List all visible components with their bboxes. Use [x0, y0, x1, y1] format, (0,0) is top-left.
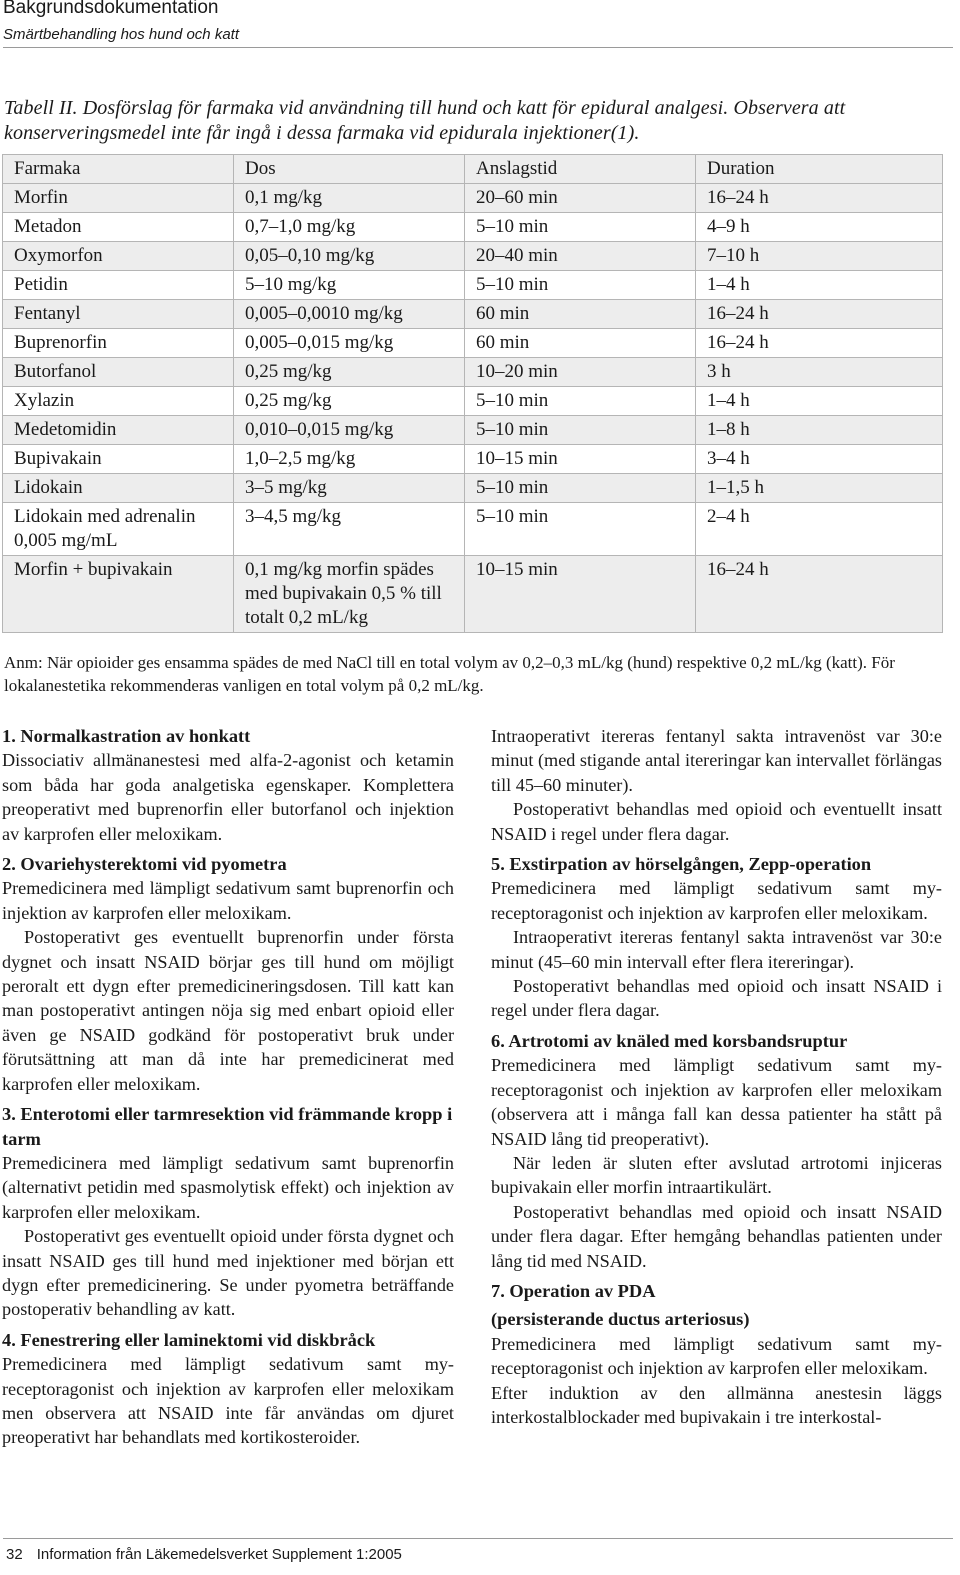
section-subheading: (persisterande ductus arteriosus) — [491, 1309, 750, 1330]
cell-dose: 0,25 mg/kg — [234, 387, 465, 416]
publication-name: Information från Läkemedelsverket Supplement 1:2005 — [36, 1546, 402, 1563]
section-heading: 5. Exstirpation av hörselgången, Zepp-operation — [491, 854, 872, 875]
cell-dose: 0,1 mg/kg morfin spädes med bupivakain 0,5 % till totalt 0,2 mL/kg — [234, 556, 465, 633]
paragraph: Postoperativt ges eventuellt opioid under första dygnet och insatt NSAID ges till hund med injektioner med början ett dygn efter premedicinering. Se under pyometra beträffande postoperativ behandling av katt. — [2, 1226, 454, 1320]
cell-duration: 16–24 h — [696, 184, 943, 213]
table-row — [3, 242, 943, 271]
cell-drug: Morfin + bupivakain — [3, 556, 234, 633]
cell-duration: 3 h — [696, 358, 943, 387]
cell-duration: 1–4 h — [696, 271, 943, 300]
table-row — [3, 300, 943, 329]
cell-dose: 0,1 mg/kg — [234, 184, 465, 213]
cell-onset: 5–10 min — [465, 416, 696, 445]
table-caption: Tabell II. Dosförslag för farmaka vid användning till hund och katt för epidural analgesi. Observera att konserveringsmedel inte får ingå i dessa farmaka vid epidurala injektioner(1). — [4, 97, 846, 144]
page-footer — [3, 1538, 953, 1575]
paragraph: Postoperativt behandlas med opioid och insatt NSAID under flera dagar. Efter hemgång behandlas patienten under lång tid med NSAID. — [491, 1201, 942, 1271]
paragraph: Dissociativ allmänanestesi med alfa-2-agonist och ketamin som båda har goda analgetiska egenskaper. Komplettera preoperativt med buprenorfin eller butorfanol och injektion av karprofen eller meloxikam. — [2, 750, 454, 844]
cell-drug: Bupivakain — [3, 445, 234, 474]
paragraph: Postoperativt behandlas med opioid och eventuellt insatt NSAID i regel under flera dagar. — [491, 799, 942, 844]
section-heading: 1. Normalkastration av honkatt — [2, 726, 251, 746]
cell-drug: Fentanyl — [3, 300, 234, 329]
dosage-table — [2, 154, 943, 633]
table-row — [3, 503, 943, 556]
cell-duration: 16–24 h — [696, 556, 943, 633]
cell-dose: 1,0–2,5 mg/kg — [234, 445, 465, 474]
table-row — [3, 184, 943, 213]
cell-dose: 3–4,5 mg/kg — [234, 503, 465, 556]
text-column-right — [491, 724, 942, 1429]
section-heading: 6. Artrotomi av knäled med korsbandsruptur — [491, 1030, 848, 1051]
cell-duration: 16–24 h — [696, 329, 943, 358]
paragraph: Premedicinera med lämpligt sedativum samt buprenorfin och injektion av karprofen eller meloxikam. — [2, 878, 454, 923]
footer-text — [6, 1546, 402, 1563]
table-row — [3, 329, 943, 358]
document-subtitle: Smärtbehandling hos hund och katt — [3, 26, 239, 43]
column-header-duration: Duration — [696, 155, 943, 184]
paragraph: Postoperativt behandlas med opioid och insatt NSAID i regel under flera dagar. — [491, 976, 942, 1021]
section-heading: 2. Ovariehysterektomi vid pyometra — [2, 854, 287, 875]
cell-drug: Morfin — [3, 184, 234, 213]
cell-onset: 10–20 min — [465, 358, 696, 387]
table-header-row — [3, 155, 943, 184]
cell-duration: 7–10 h — [696, 242, 943, 271]
cell-onset: 5–10 min — [465, 387, 696, 416]
cell-duration: 3–4 h — [696, 445, 943, 474]
document-title: Bakgrundsdokumentation — [3, 0, 219, 18]
cell-duration: 1–1,5 h — [696, 474, 943, 503]
cell-onset: 20–60 min — [465, 184, 696, 213]
paragraph: Premedicinera med lämpligt sedativum samt my-receptoragonist och injektion av karprofen eller meloxikam. — [491, 1333, 942, 1379]
cell-onset: 5–10 min — [465, 213, 696, 242]
cell-onset: 5–10 min — [465, 503, 696, 556]
cell-drug: Medetomidin — [3, 416, 234, 445]
paragraph: Postoperativt ges eventuellt buprenorfin under första dygnet och insatt NSAID börjar ges till hund om möjligt peroralt ett dygn efter premedicineringsdosen. Till katt kan man postoperativt antingen nöja sig med enbart opioid eller även ge NSAID godkänd för postoperativt bruk under förutsättning att man då inte har premedicinerat med karprofen eller meloxikam. — [2, 927, 454, 1094]
cell-onset: 5–10 min — [465, 271, 696, 300]
column-header-anslagstid: Anslagstid — [465, 155, 696, 184]
text-column-left — [2, 724, 454, 1450]
cell-dose: 0,005–0,015 mg/kg — [234, 329, 465, 358]
cell-drug: Butorfanol — [3, 358, 234, 387]
cell-dose: 3–5 mg/kg — [234, 474, 465, 503]
table-row — [3, 271, 943, 300]
cell-drug: Petidin — [3, 271, 234, 300]
cell-dose: 0,005–0,0010 mg/kg — [234, 300, 465, 329]
table-row — [3, 474, 943, 503]
cell-onset: 10–15 min — [465, 445, 696, 474]
cell-drug: Lidokain med adrenalin 0,005 mg/mL — [3, 503, 234, 556]
cell-dose: 0,7–1,0 mg/kg — [234, 213, 465, 242]
column-header-farmaka: Farmaka — [3, 155, 234, 184]
cell-duration: 2–4 h — [696, 503, 943, 556]
cell-drug: Lidokain — [3, 474, 234, 503]
paragraph: Premedicinera med lämpligt sedativum samt my-receptoragonist och injektion av karprofen eller meloxikam (observera att i många fall kan dessa patienter ha stått på NSAID lång tid preoperativt). — [491, 1055, 942, 1149]
cell-onset: 20–40 min — [465, 242, 696, 271]
table-row — [3, 213, 943, 242]
cell-duration: 4–9 h — [696, 213, 943, 242]
cell-duration: 1–8 h — [696, 416, 943, 445]
cell-drug: Buprenorfin — [3, 329, 234, 358]
table-row — [3, 358, 943, 387]
section-heading: 4. Fenestrering eller laminektomi vid diskbråck — [2, 1329, 376, 1350]
paragraph: När leden är sluten efter avslutad artrotomi injiceras bupivakain eller morfin intraartikulärt. — [491, 1152, 942, 1198]
table-row — [3, 387, 943, 416]
paragraph: Premedicinera med lämpligt sedativum samt my-receptoragonist och injektion av karprofen eller meloxikam. — [491, 878, 942, 923]
table-row — [3, 445, 943, 474]
cell-duration: 1–4 h — [696, 387, 943, 416]
cell-dose: 0,010–0,015 mg/kg — [234, 416, 465, 445]
section-heading: 7. Operation av PDA — [491, 1280, 656, 1301]
cell-onset: 5–10 min — [465, 474, 696, 503]
column-header-dos: Dos — [234, 155, 465, 184]
page-number: 32 — [6, 1546, 23, 1563]
paragraph: Intraoperativt itereras fentanyl sakta intravenöst var 30:e minut (med stigande antal itereringar kan intervallet förlängas till 45–60 minuter). — [491, 726, 942, 795]
section-heading: 3. Enterotomi eller tarmresektion vid främmande kropp i tarm — [2, 1104, 453, 1149]
cell-drug: Oxymorfon — [3, 242, 234, 271]
cell-drug: Xylazin — [3, 387, 234, 416]
cell-onset: 60 min — [465, 300, 696, 329]
table-row — [3, 556, 943, 633]
cell-dose: 0,05–0,10 mg/kg — [234, 242, 465, 271]
table-row — [3, 416, 943, 445]
paragraph: Premedicinera med lämpligt sedativum samt my-receptoragonist och injektion av karprofen eller meloxikam men observera att NSAID inte får användas om djuret preoperativt har behandlats med kortikosteroider. — [2, 1354, 454, 1448]
cell-drug: Metadon — [3, 213, 234, 242]
cell-duration: 16–24 h — [696, 300, 943, 329]
cell-onset: 60 min — [465, 329, 696, 358]
running-header — [3, 0, 953, 48]
paragraph: Premedicinera med lämpligt sedativum samt buprenorfin (alternativt petidin med spasmolytisk effekt) och injektion av karprofen eller meloxikam. — [2, 1152, 454, 1222]
paragraph: Intraoperativt itereras fentanyl sakta intravenöst var 30:e minut (45–60 min intervall efter flera itereringar). — [491, 927, 942, 972]
table-note: Anm: När opioider ges ensamma spädes de med NaCl till en total volym av 0,2–0,3 mL/kg (hund) respektive 0,2 mL/kg (katt). För lokalanestetika rekommenderas vanligen en total volym på 0,2 mL/kg. — [4, 653, 895, 695]
paragraph: Efter induktion av den allmänna anestesin läggs interkostalblockader med bupivakain i tre interkostal- — [491, 1382, 942, 1427]
cell-dose: 5–10 mg/kg — [234, 271, 465, 300]
cell-onset: 10–15 min — [465, 556, 696, 633]
cell-dose: 0,25 mg/kg — [234, 358, 465, 387]
